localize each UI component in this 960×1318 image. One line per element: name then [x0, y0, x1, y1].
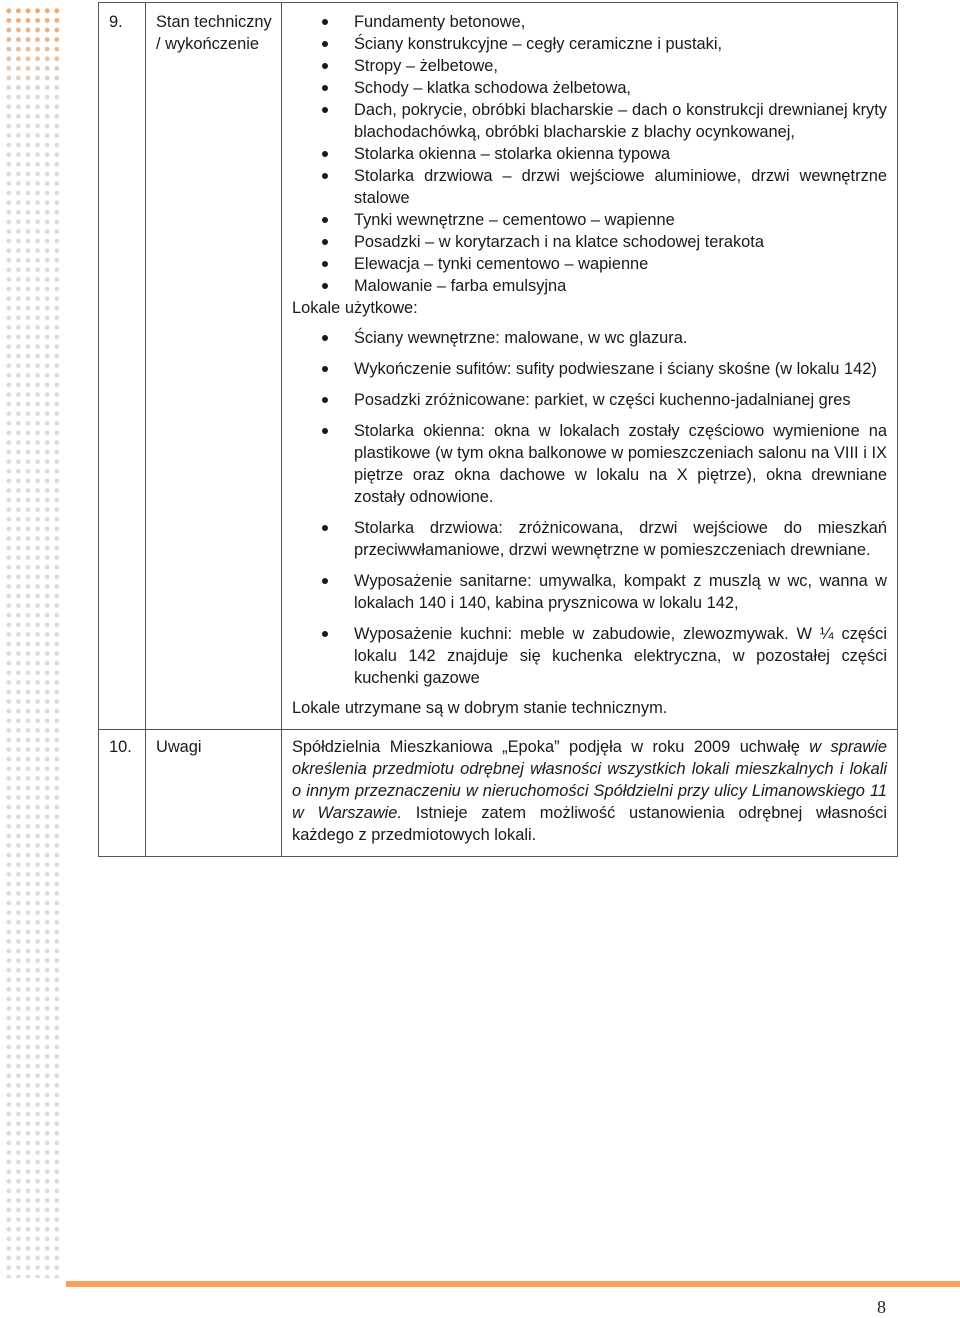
list-item: Malowanie – farba emulsyjna [292, 275, 887, 297]
list-item: Schody – klatka schodowa żelbetowa, [292, 77, 887, 99]
list-item: Stolarka drzwiowa: zróżnicowana, drzwi wejściowe do mieszkań przeciwwłamaniowe, drzwi wewnętrzne w pomieszczeniach drewniane. [292, 517, 887, 561]
list-item: Ściany wewnętrzne: malowane, w wc glazura. [292, 327, 887, 349]
decorative-dot-margin [4, 6, 62, 1278]
list-item: Stolarka drzwiowa – drzwi wejściowe aluminiowe, drzwi wewnętrzne stalowe [292, 165, 887, 209]
remarks-text: Spółdzielnia Mieszkaniowa „Epoka” podjęła w roku 2009 uchwałę [292, 738, 810, 756]
list-item: Elewacja – tynki cementowo – wapienne [292, 253, 887, 275]
building-elements-list [292, 11, 887, 297]
list-item: Wyposażenie kuchni: meble w zabudowie, zlewozmywak. W ¼ części lokalu 142 znajduje się kuchenka elektryczna, w pozostałej części kuchenki gazowe [292, 623, 887, 689]
row-number: 9. [99, 3, 146, 730]
remarks-italic-text: w sprawie określenia przedmiotu odrębnej własności wszystkich lokali mieszkalnych i lokali o innym przeznaczeniu w nieruchomości Spółdzielni przy ulicy Limanowskiego 11 w Warszawie. [292, 738, 887, 822]
row-label: Stan techniczny / wykończenie [146, 3, 282, 730]
list-item: Fundamenty betonowe, [292, 11, 887, 33]
list-item: Stolarka okienna – stolarka okienna typowa [292, 143, 887, 165]
row-label: Uwagi [146, 730, 282, 857]
property-description-table [98, 2, 898, 857]
list-item: Stropy – żelbetowe, [292, 55, 887, 77]
footer-divider [66, 1281, 960, 1287]
row-number: 10. [99, 730, 146, 857]
row-content [282, 3, 898, 730]
list-item: Stolarka okienna: okna w lokalach zostały częściowo wymienione na plastikowe (w tym okna balkonowe w pomieszczeniach salonu na VIII i IX piętrze oraz okna dachowe w lokalu na X piętrze), okna drewniane zostały odnowione. [292, 420, 887, 508]
list-item: Dach, pokrycie, obróbki blacharskie – dach o konstrukcji drewnianej kryty blachodachówką, obróbki blacharskie z blachy ocynkowanej, [292, 99, 887, 143]
list-item: Wyposażenie sanitarne: umywalka, kompakt z muszlą w wc, wanna w lokalach 140 i 140, kabina prysznicowa w lokalu 142, [292, 570, 887, 614]
remarks-paragraph [282, 730, 898, 857]
list-item: Ściany konstrukcyjne – cegły ceramiczne i pustaki, [292, 33, 887, 55]
remarks-text: Istnieje zatem możliwość ustanowienia odrębnej własności każdego z przedmiotowych lokali. [292, 804, 887, 844]
commercial-units-list [292, 327, 887, 689]
table-row-technical-state [99, 3, 898, 730]
page-number: 8 [877, 1297, 886, 1317]
table-row-remarks [99, 730, 898, 857]
list-item: Wykończenie sufitów: sufity podwieszane i ściany skośne (w lokalu 142) [292, 358, 887, 380]
list-item: Tynki wewnętrzne – cementowo – wapienne [292, 209, 887, 231]
list-item: Posadzki – w korytarzach i na klatce schodowej terakota [292, 231, 887, 253]
closing-statement: Lokale utrzymane są w dobrym stanie technicznym. [292, 699, 668, 717]
subsection-title: Lokale użytkowe: [292, 299, 418, 317]
list-item: Posadzki zróżnicowane: parkiet, w części kuchenno-jadalnianej gres [292, 389, 887, 411]
decorative-dot-margin-accent [4, 6, 62, 96]
